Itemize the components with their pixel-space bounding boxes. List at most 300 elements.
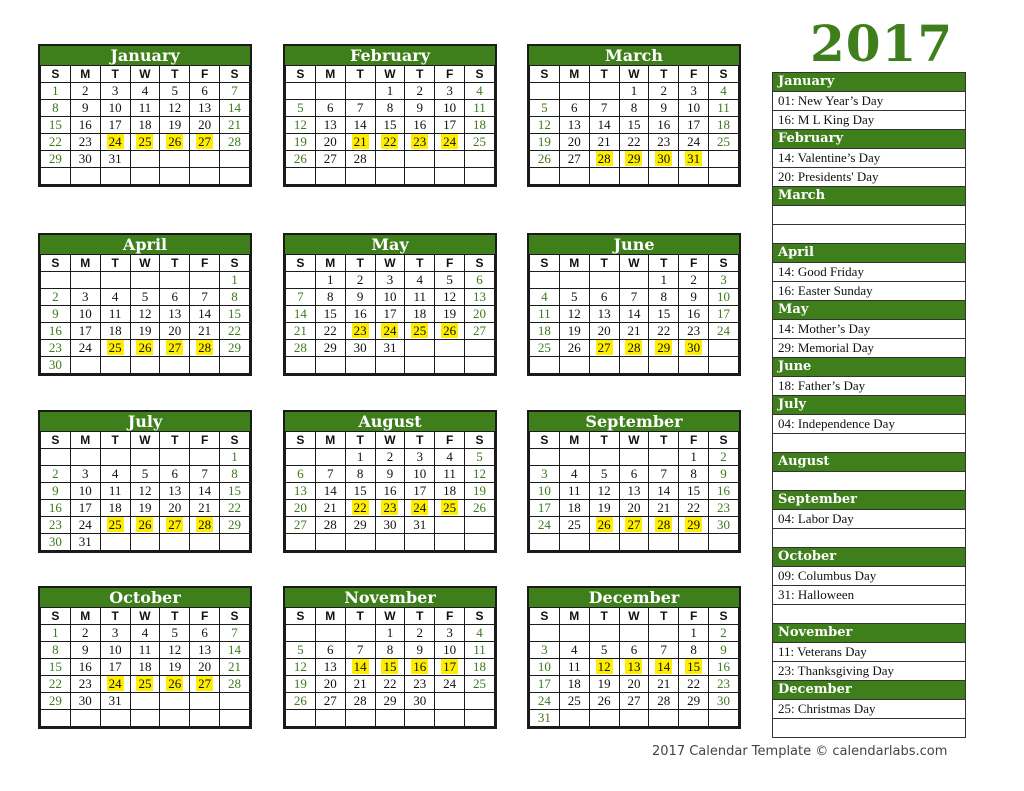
day-cell: 31 — [70, 534, 100, 551]
weekday-header: W — [375, 608, 405, 625]
day-cell: 10 — [100, 642, 130, 659]
day-cell: 14 — [220, 642, 250, 659]
empty-cell — [190, 272, 220, 289]
day-cell: 10 — [70, 306, 100, 323]
day-cell: 24 — [530, 517, 560, 534]
day-cell: 16 — [405, 117, 435, 134]
day-cell: 25 — [100, 340, 130, 357]
day-cell: 26 — [130, 517, 160, 534]
empty-cell — [619, 357, 649, 374]
month-may — [283, 233, 497, 376]
day-cell: 10 — [100, 100, 130, 117]
day-cell: 3 — [100, 83, 130, 100]
empty-cell — [190, 168, 220, 185]
day-cell: 23 — [41, 517, 71, 534]
day-cell: 25 — [530, 340, 560, 357]
weekday-header: M — [559, 66, 589, 83]
day-cell: 5 — [435, 272, 465, 289]
month-january — [38, 44, 252, 187]
empty-cell — [286, 449, 316, 466]
day-cell: 17 — [530, 676, 560, 693]
weekday-header: T — [160, 66, 190, 83]
weekday-header: S — [709, 432, 739, 449]
day-cell: 11 — [100, 306, 130, 323]
day-cell: 22 — [619, 134, 649, 151]
day-cell: 27 — [619, 517, 649, 534]
day-cell: 26 — [530, 151, 560, 168]
day-cell: 28 — [649, 693, 679, 710]
empty-cell — [530, 534, 560, 551]
day-cell: 20 — [589, 323, 619, 340]
day-cell: 14 — [649, 483, 679, 500]
day-cell: 6 — [315, 100, 345, 117]
empty-cell — [435, 340, 465, 357]
day-cell: 27 — [465, 323, 495, 340]
day-cell: 11 — [405, 289, 435, 306]
day-cell: 4 — [435, 449, 465, 466]
empty-cell — [315, 449, 345, 466]
day-cell: 12 — [130, 483, 160, 500]
day-cell: 17 — [435, 659, 465, 676]
empty-cell — [345, 710, 375, 727]
day-cell: 21 — [220, 659, 250, 676]
empty-cell — [559, 449, 589, 466]
weekday-header: T — [405, 66, 435, 83]
day-cell: 3 — [375, 272, 405, 289]
day-cell: 21 — [589, 134, 619, 151]
empty-cell — [286, 710, 316, 727]
weekday-header: T — [160, 255, 190, 272]
month-name: August — [285, 412, 495, 431]
day-cell: 22 — [375, 134, 405, 151]
day-cell: 8 — [315, 289, 345, 306]
holiday-item: 31: Halloween — [773, 586, 965, 605]
day-cell: 28 — [649, 517, 679, 534]
weekday-header: W — [375, 66, 405, 83]
day-cell: 3 — [435, 625, 465, 642]
day-cell: 22 — [649, 323, 679, 340]
empty-cell — [589, 449, 619, 466]
empty-cell — [679, 168, 709, 185]
empty-cell — [465, 517, 495, 534]
day-cell: 16 — [709, 483, 739, 500]
holiday-month-header: January — [773, 73, 965, 92]
holiday-item: 23: Thanksgiving Day — [773, 662, 965, 681]
empty-cell — [220, 710, 250, 727]
empty-cell — [70, 272, 100, 289]
day-cell: 6 — [190, 83, 220, 100]
weekday-header: F — [435, 608, 465, 625]
day-cell: 18 — [559, 500, 589, 517]
day-cell: 5 — [130, 466, 160, 483]
weekday-header: T — [649, 608, 679, 625]
weekday-header: T — [100, 608, 130, 625]
day-cell: 5 — [465, 449, 495, 466]
empty-cell — [405, 534, 435, 551]
month-table — [40, 431, 250, 551]
day-cell: 20 — [619, 500, 649, 517]
day-cell: 30 — [405, 693, 435, 710]
day-cell: 30 — [70, 151, 100, 168]
empty-cell — [619, 534, 649, 551]
day-cell: 26 — [589, 517, 619, 534]
day-cell: 16 — [345, 306, 375, 323]
day-cell: 2 — [345, 272, 375, 289]
empty-cell — [619, 272, 649, 289]
day-cell: 21 — [345, 134, 375, 151]
empty-cell — [130, 357, 160, 374]
day-cell: 13 — [315, 659, 345, 676]
weekday-header: T — [100, 66, 130, 83]
day-cell: 21 — [315, 500, 345, 517]
month-july — [38, 410, 252, 553]
holiday-item: 16: M L King Day — [773, 111, 965, 130]
day-cell: 18 — [465, 117, 495, 134]
day-cell: 10 — [405, 466, 435, 483]
month-table — [285, 607, 495, 727]
holiday-item — [773, 719, 965, 737]
day-cell: 7 — [345, 100, 375, 117]
weekday-header: F — [190, 432, 220, 449]
day-cell: 12 — [589, 659, 619, 676]
weekday-header: S — [709, 608, 739, 625]
holiday-month-header: February — [773, 130, 965, 149]
day-cell: 21 — [190, 500, 220, 517]
day-cell: 3 — [709, 272, 739, 289]
day-cell: 21 — [649, 500, 679, 517]
day-cell: 24 — [709, 323, 739, 340]
day-cell: 3 — [70, 289, 100, 306]
day-cell: 10 — [435, 100, 465, 117]
weekday-header: T — [589, 255, 619, 272]
month-table — [529, 607, 739, 727]
month-name: November — [285, 588, 495, 607]
day-cell: 22 — [220, 323, 250, 340]
day-cell: 10 — [375, 289, 405, 306]
day-cell: 6 — [465, 272, 495, 289]
day-cell: 12 — [286, 659, 316, 676]
day-cell: 8 — [220, 289, 250, 306]
day-cell: 19 — [589, 676, 619, 693]
empty-cell — [679, 710, 709, 727]
empty-cell — [589, 272, 619, 289]
holiday-item: 20: Presidents' Day — [773, 168, 965, 187]
empty-cell — [589, 625, 619, 642]
weekday-header: T — [589, 432, 619, 449]
day-cell: 13 — [160, 483, 190, 500]
day-cell: 23 — [405, 134, 435, 151]
day-cell: 10 — [530, 483, 560, 500]
day-cell: 23 — [70, 676, 100, 693]
holiday-item — [773, 225, 965, 244]
day-cell: 15 — [345, 483, 375, 500]
month-october — [38, 586, 252, 729]
day-cell: 28 — [220, 676, 250, 693]
month-table — [285, 254, 495, 374]
empty-cell — [435, 693, 465, 710]
weekday-header: W — [375, 255, 405, 272]
day-cell: 23 — [405, 676, 435, 693]
month-name: June — [529, 235, 739, 254]
day-cell: 13 — [619, 483, 649, 500]
empty-cell — [559, 168, 589, 185]
day-cell: 1 — [220, 449, 250, 466]
empty-cell — [160, 710, 190, 727]
day-cell: 6 — [315, 642, 345, 659]
empty-cell — [530, 272, 560, 289]
empty-cell — [530, 83, 560, 100]
day-cell: 24 — [405, 500, 435, 517]
month-table — [529, 431, 739, 551]
empty-cell — [679, 357, 709, 374]
day-cell: 27 — [619, 693, 649, 710]
day-cell: 15 — [375, 659, 405, 676]
weekday-header: W — [130, 66, 160, 83]
day-cell: 19 — [435, 306, 465, 323]
month-name: February — [285, 46, 495, 65]
empty-cell — [649, 534, 679, 551]
empty-cell — [100, 449, 130, 466]
day-cell: 15 — [41, 659, 71, 676]
day-cell: 14 — [649, 659, 679, 676]
day-cell: 7 — [190, 466, 220, 483]
year-title: 2017 — [810, 14, 954, 73]
weekday-header: T — [100, 432, 130, 449]
day-cell: 18 — [130, 659, 160, 676]
day-cell: 14 — [345, 659, 375, 676]
holiday-item — [773, 206, 965, 225]
holiday-list — [772, 72, 966, 738]
empty-cell — [649, 625, 679, 642]
day-cell: 13 — [465, 289, 495, 306]
empty-cell — [70, 449, 100, 466]
empty-cell — [286, 83, 316, 100]
day-cell: 1 — [375, 625, 405, 642]
weekday-header: S — [286, 432, 316, 449]
weekday-header: S — [220, 66, 250, 83]
day-cell: 14 — [619, 306, 649, 323]
day-cell: 1 — [375, 83, 405, 100]
weekday-header: W — [130, 608, 160, 625]
empty-cell — [530, 168, 560, 185]
weekday-header: S — [465, 255, 495, 272]
day-cell: 12 — [589, 483, 619, 500]
weekday-header: S — [465, 432, 495, 449]
day-cell: 27 — [315, 693, 345, 710]
month-table — [40, 254, 250, 374]
month-february — [283, 44, 497, 187]
empty-cell — [559, 710, 589, 727]
weekday-header: S — [286, 255, 316, 272]
day-cell: 30 — [345, 340, 375, 357]
day-cell: 7 — [649, 466, 679, 483]
empty-cell — [41, 272, 71, 289]
month-table — [285, 65, 495, 185]
empty-cell — [465, 340, 495, 357]
day-cell: 9 — [405, 642, 435, 659]
empty-cell — [160, 168, 190, 185]
day-cell: 12 — [286, 117, 316, 134]
empty-cell — [345, 168, 375, 185]
day-cell: 24 — [70, 340, 100, 357]
day-cell: 25 — [559, 693, 589, 710]
day-cell: 26 — [130, 340, 160, 357]
day-cell: 9 — [709, 642, 739, 659]
holiday-month-header: October — [773, 548, 965, 567]
month-table — [529, 65, 739, 185]
day-cell: 2 — [709, 449, 739, 466]
day-cell: 21 — [649, 676, 679, 693]
empty-cell — [160, 357, 190, 374]
day-cell: 29 — [619, 151, 649, 168]
weekday-header: T — [405, 608, 435, 625]
day-cell: 20 — [619, 676, 649, 693]
day-cell: 22 — [345, 500, 375, 517]
day-cell: 11 — [100, 483, 130, 500]
empty-cell — [709, 710, 739, 727]
day-cell: 31 — [375, 340, 405, 357]
weekday-header: S — [530, 255, 560, 272]
day-cell: 30 — [375, 517, 405, 534]
weekday-header: T — [649, 255, 679, 272]
day-cell: 6 — [559, 100, 589, 117]
day-cell: 6 — [589, 289, 619, 306]
day-cell: 12 — [530, 117, 560, 134]
day-cell: 18 — [559, 676, 589, 693]
day-cell: 10 — [530, 659, 560, 676]
empty-cell — [559, 83, 589, 100]
day-cell: 4 — [130, 83, 160, 100]
day-cell: 22 — [679, 500, 709, 517]
day-cell: 27 — [160, 340, 190, 357]
month-table — [40, 65, 250, 185]
empty-cell — [559, 534, 589, 551]
day-cell: 13 — [160, 306, 190, 323]
day-cell: 1 — [220, 272, 250, 289]
empty-cell — [286, 625, 316, 642]
empty-cell — [589, 534, 619, 551]
day-cell: 21 — [286, 323, 316, 340]
empty-cell — [41, 168, 71, 185]
day-cell: 7 — [619, 289, 649, 306]
day-cell: 19 — [559, 323, 589, 340]
day-cell: 6 — [619, 642, 649, 659]
day-cell: 24 — [530, 693, 560, 710]
day-cell: 29 — [375, 693, 405, 710]
empty-cell — [530, 625, 560, 642]
empty-cell — [100, 357, 130, 374]
day-cell: 8 — [345, 466, 375, 483]
weekday-header: M — [559, 608, 589, 625]
day-cell: 23 — [649, 134, 679, 151]
empty-cell — [465, 534, 495, 551]
day-cell: 17 — [100, 117, 130, 134]
day-cell: 7 — [286, 289, 316, 306]
day-cell: 16 — [709, 659, 739, 676]
empty-cell — [190, 534, 220, 551]
day-cell: 29 — [679, 517, 709, 534]
day-cell: 15 — [220, 306, 250, 323]
day-cell: 11 — [130, 642, 160, 659]
weekday-header: T — [589, 608, 619, 625]
empty-cell — [286, 272, 316, 289]
day-cell: 22 — [220, 500, 250, 517]
day-cell: 26 — [589, 693, 619, 710]
month-table — [285, 431, 495, 551]
empty-cell — [465, 168, 495, 185]
day-cell: 2 — [709, 625, 739, 642]
day-cell: 20 — [465, 306, 495, 323]
month-table — [40, 607, 250, 727]
holiday-month-header: July — [773, 396, 965, 415]
month-march — [527, 44, 741, 187]
weekday-header: M — [70, 255, 100, 272]
footer-credit: 2017 Calendar Template © calendarlabs.com — [652, 744, 948, 759]
weekday-header: S — [530, 432, 560, 449]
holiday-item: 11: Veterans Day — [773, 643, 965, 662]
day-cell: 8 — [375, 100, 405, 117]
holiday-month-header: December — [773, 681, 965, 700]
day-cell: 5 — [286, 642, 316, 659]
weekday-header: S — [465, 608, 495, 625]
empty-cell — [130, 693, 160, 710]
day-cell: 6 — [160, 289, 190, 306]
day-cell: 25 — [709, 134, 739, 151]
day-cell: 19 — [589, 500, 619, 517]
empty-cell — [405, 357, 435, 374]
empty-cell — [589, 168, 619, 185]
weekday-header: T — [345, 432, 375, 449]
day-cell: 8 — [649, 289, 679, 306]
empty-cell — [405, 340, 435, 357]
day-cell: 28 — [190, 340, 220, 357]
weekday-header: F — [435, 66, 465, 83]
day-cell: 18 — [100, 500, 130, 517]
day-cell: 9 — [70, 642, 100, 659]
day-cell: 12 — [130, 306, 160, 323]
empty-cell — [220, 168, 250, 185]
day-cell: 1 — [679, 449, 709, 466]
weekday-header: F — [190, 255, 220, 272]
day-cell: 22 — [679, 676, 709, 693]
day-cell: 31 — [405, 517, 435, 534]
day-cell: 19 — [286, 676, 316, 693]
empty-cell — [41, 449, 71, 466]
empty-cell — [345, 357, 375, 374]
day-cell: 19 — [160, 117, 190, 134]
weekday-header: T — [160, 608, 190, 625]
day-cell: 23 — [375, 500, 405, 517]
day-cell: 20 — [160, 323, 190, 340]
empty-cell — [465, 357, 495, 374]
day-cell: 7 — [220, 83, 250, 100]
day-cell: 25 — [100, 517, 130, 534]
weekday-header: S — [286, 608, 316, 625]
day-cell: 15 — [679, 659, 709, 676]
empty-cell — [160, 693, 190, 710]
day-cell: 22 — [375, 676, 405, 693]
day-cell: 2 — [70, 83, 100, 100]
empty-cell — [70, 710, 100, 727]
day-cell: 3 — [679, 83, 709, 100]
month-june — [527, 233, 741, 376]
day-cell: 8 — [679, 466, 709, 483]
weekday-header: M — [559, 255, 589, 272]
day-cell: 17 — [530, 500, 560, 517]
day-cell: 21 — [220, 117, 250, 134]
day-cell: 28 — [589, 151, 619, 168]
holiday-item — [773, 529, 965, 548]
